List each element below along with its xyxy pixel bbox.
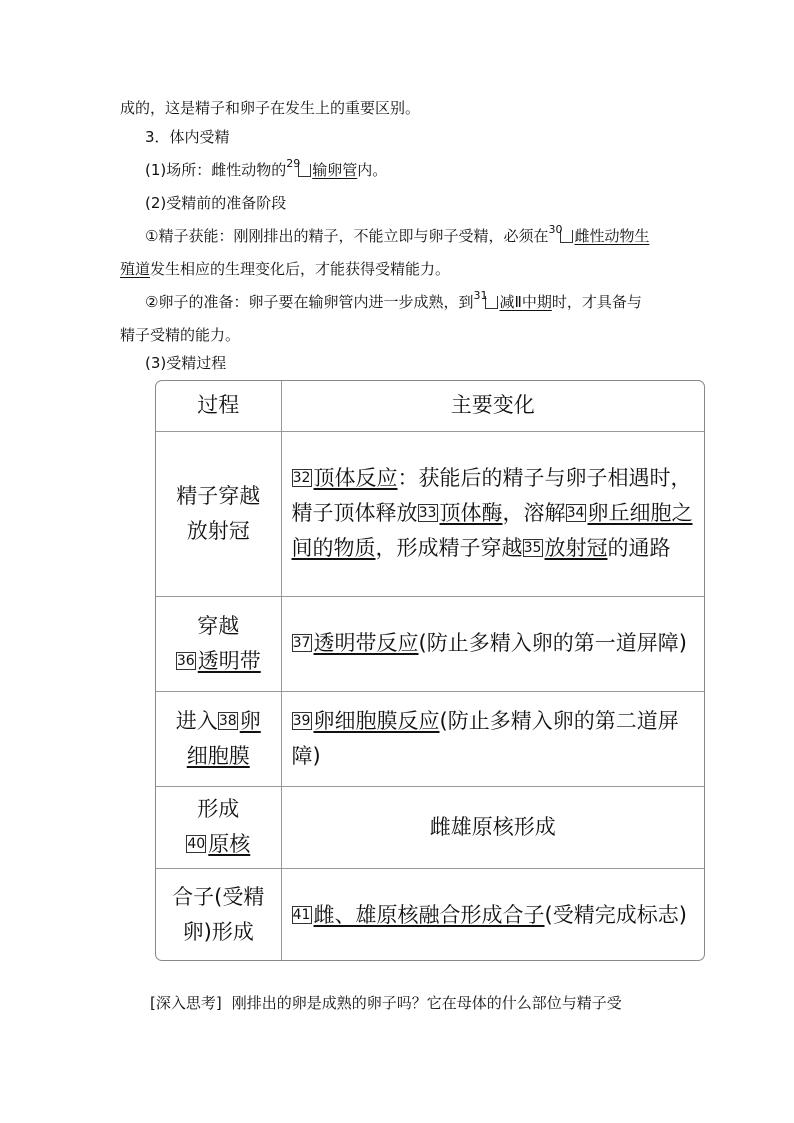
text-line: 成的，这是精子和卵子在发生上的重要区别。 [120,99,421,117]
process-cell [156,596,281,691]
blank-number: 39 [292,712,311,729]
text-line: (2)受精前的准备阶段 [145,194,287,212]
answer: 雌性动物生 [574,227,650,245]
text: 形成 [197,797,240,821]
deep-thinking-tag: [深入思考] [150,994,222,1012]
text-line [145,289,642,314]
table-row [156,431,704,596]
answer: 透明带 [197,648,261,673]
process-cell [156,691,281,786]
blank-box-icon [560,230,573,243]
change-cell [281,691,704,786]
text: 时，才具备与 [551,293,642,311]
text: 发生相应的生理变化后，才能获得受精能力。 [150,260,451,278]
table-row [156,868,704,961]
text-line [145,223,650,248]
blank-number: 29 [286,157,301,170]
answer: 卵丘细胞之间的物质 [291,501,693,560]
answer: 殖道 [120,260,151,278]
blank-number: 31 [473,289,488,302]
text: (防止多精入卵的第一道屏障) [418,631,687,655]
text: 的通路 [607,536,671,560]
text: (受精完成标志) [544,902,687,927]
blank-number: 35 [523,540,542,556]
text: ①精子获能：刚刚排出的精子，不能立即与卵子受精，必须在 [145,227,549,245]
text-line [120,259,450,279]
change-cell: 雌雄原核形成 [281,786,704,868]
section-heading: 3．体内受精 [145,128,230,146]
answer: 雌、雄原核融合形成合子 [313,902,545,927]
process-cell: 精子穿越放射冠 [156,431,281,596]
change-cell [281,431,704,596]
answer: 输卵管 [312,161,358,179]
answer: 卵细胞膜反应 [313,708,440,733]
blank-number: 41 [292,906,311,923]
table-row [156,691,704,786]
text: (1)场所：雌性动物的 [145,161,287,179]
process-cell: 合子(受精卵)形成 [156,868,281,961]
change-cell [281,596,704,691]
answer: 顶体酶 [439,501,503,525]
blank-box-icon [485,296,498,309]
answer: 顶体反应 [313,466,398,490]
text: ，形成精子穿越 [375,536,523,560]
text: 穿越 [197,613,240,638]
blank-number: 38 [218,712,237,729]
process-cell [156,786,281,868]
header-changes: 主要变化 [281,381,704,431]
text: (防止多精入卵的第二道屏障) [291,708,679,768]
text: 内。 [357,161,388,179]
blank-box-icon [298,164,311,177]
text-line: (3)受精过程 [145,354,227,372]
text-line [145,157,388,182]
fertilization-table [155,380,705,961]
answer: 原核 [208,832,251,856]
blank-number: 33 [418,505,437,521]
table-row [156,596,704,691]
table-header-row [156,381,704,431]
blank-number: 37 [292,635,311,651]
text: ，溶解 [502,501,566,525]
text: 进入 [175,708,218,733]
blank-number: 40 [187,836,206,852]
header-process: 过程 [156,381,281,431]
text: ：获能后的精子与卵子相遇时，精子顶体释放 [291,466,692,525]
answer: 放射冠 [544,536,608,560]
blank-number: 34 [566,505,585,521]
deep-thinking [150,993,622,1013]
text: ②卵子的准备：卵子要在输卵管内进一步成熟，到 [145,293,474,311]
change-cell [281,868,704,961]
blank-number: 30 [548,223,563,236]
table-row [156,786,704,868]
answer: 减Ⅱ中期 [499,293,552,311]
text-line: 精子受精的能力。 [120,326,241,344]
blank-number: 36 [176,652,195,669]
deep-thinking-text: 刚排出的卵是成熟的卵子吗？它在母体的什么部位与精子受 [231,994,622,1012]
answer: 透明带反应 [313,631,419,655]
blank-number: 32 [292,470,311,486]
answer: 卵细胞膜 [186,708,261,768]
